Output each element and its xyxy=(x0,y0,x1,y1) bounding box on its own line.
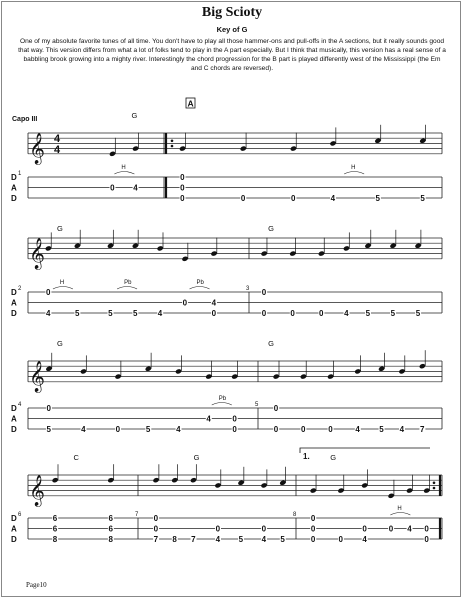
slur-arc xyxy=(344,172,364,175)
chord-symbol: G xyxy=(268,339,274,348)
tab-number: 5 xyxy=(145,425,151,434)
tab-number: 4 xyxy=(362,535,367,544)
repeat-dot xyxy=(171,145,174,148)
tab-string-label: A xyxy=(11,524,17,534)
technique-label: Pb xyxy=(196,280,204,286)
tab-number: 0 xyxy=(182,298,188,308)
technique-label: Pb xyxy=(218,396,227,402)
tab-number: 0 xyxy=(180,173,185,182)
tab-string-label: D xyxy=(11,309,17,318)
tab-number: 8 xyxy=(172,535,177,544)
time-signature-top: 4 xyxy=(54,133,61,145)
capo-label: Capo III xyxy=(12,116,38,123)
tab-number: 7 xyxy=(420,425,425,434)
tab-number: 5 xyxy=(365,309,371,318)
tab-string-label: D xyxy=(11,535,17,544)
tab-number: 5 xyxy=(375,194,380,203)
tab-number: 0 xyxy=(261,288,267,297)
tab-number: 0 xyxy=(388,524,394,534)
tab-number: 4 xyxy=(211,298,217,308)
tab-number: 0 xyxy=(153,524,159,534)
tab-string-label: A xyxy=(11,298,17,308)
technique-label: Pb xyxy=(124,280,132,286)
treble-clef-icon: 𝄞 xyxy=(29,474,45,505)
tab-number: 5 xyxy=(132,309,138,318)
page-number: Page10 xyxy=(26,581,47,589)
tab-number: 0 xyxy=(261,309,267,318)
treble-clef-icon: 𝄞 xyxy=(29,132,45,163)
tab-number: 0 xyxy=(46,288,51,297)
tab-number: 8 xyxy=(108,535,113,544)
slur-arc xyxy=(53,287,73,290)
tab-number: 0 xyxy=(115,425,121,434)
tab-number: 0 xyxy=(290,309,295,318)
tab-number: 4 xyxy=(407,524,412,534)
treble-clef-icon: 𝄞 xyxy=(29,360,45,391)
tab-number: 0 xyxy=(310,514,316,523)
tab-number: 5 xyxy=(390,309,396,318)
tab-number: 4 xyxy=(157,309,163,318)
system-4 xyxy=(28,464,442,543)
chord-symbol: G xyxy=(56,339,63,348)
song-key: Key of G xyxy=(216,25,248,34)
tab-number: 8 xyxy=(52,535,58,544)
tab-number: 0 xyxy=(328,425,333,434)
tab-number: 4 xyxy=(133,183,138,193)
system-2 xyxy=(28,230,442,317)
section-label: A xyxy=(187,98,194,109)
measure-number: 1 xyxy=(18,171,22,177)
tab-number: 4 xyxy=(176,425,181,434)
tab-string-label: D xyxy=(11,194,17,203)
tab-number: 0 xyxy=(273,425,279,434)
tab-number: 5 xyxy=(75,309,80,318)
measure-number: 8 xyxy=(293,512,297,518)
intro-paragraph: One of my absolute favorite tunes of all time. You don't have to play all those hammer-ons and pull-offs in the A sections, but it really sounds good that way. This version differs from what a lot of folks tend to play in the A part especially. But I think that musically, this version has a real sense of a babbling brook growing into a mighty river. Interestingly the chord progression for the B part is played differently west of the Mississippi (the Em and C chords are reversed). xyxy=(18,38,446,72)
tab-number: 4 xyxy=(81,425,86,434)
tab-string-label: D xyxy=(11,425,17,434)
tab-number: 0 xyxy=(338,535,344,544)
tab-number: 0 xyxy=(362,524,367,534)
tab-string-label: D xyxy=(11,173,17,182)
system-1 xyxy=(28,125,442,202)
tab-number: 4 xyxy=(215,535,221,544)
tab-number: 5 xyxy=(280,535,285,544)
tab-number: 4 xyxy=(399,425,405,434)
technique-label: H xyxy=(59,280,65,286)
song-title: Big Scioty xyxy=(201,5,263,20)
tab-number: 0 xyxy=(180,194,185,203)
tab-number: 0 xyxy=(261,524,267,534)
measure-number: 7 xyxy=(135,512,139,518)
tab-number: 5 xyxy=(46,425,52,434)
tab-string-label: A xyxy=(11,183,17,193)
tab-number: 0 xyxy=(232,425,237,434)
tab-number: 4 xyxy=(206,414,211,424)
measure-number: 6 xyxy=(18,512,22,518)
technique-label: H xyxy=(397,506,402,512)
tab-number: 0 xyxy=(232,414,237,424)
measure-number: 4 xyxy=(18,402,22,408)
tab-number: 4 xyxy=(46,309,51,318)
chord-symbol: C xyxy=(73,453,79,462)
tab-number: 4 xyxy=(355,425,360,434)
chord-symbol: G xyxy=(193,453,200,462)
tab-number: 0 xyxy=(424,524,429,534)
tab-number: 5 xyxy=(420,194,425,203)
tab-number: 0 xyxy=(291,194,296,203)
tab-number: 6 xyxy=(52,514,58,523)
tab-string-label: A xyxy=(11,414,17,424)
tab-string-label: D xyxy=(11,404,17,413)
repeat-dot xyxy=(433,487,436,490)
tab-number: 7 xyxy=(153,535,159,544)
repeat-dot xyxy=(433,482,436,485)
tab-number: 0 xyxy=(273,404,279,413)
tab-number: 0 xyxy=(424,535,429,544)
slur-arc xyxy=(190,287,210,290)
time-signature-bottom: 4 xyxy=(54,144,61,156)
treble-clef-icon: 𝄞 xyxy=(29,237,45,268)
tab-number: 0 xyxy=(301,425,306,434)
tab-number: 0 xyxy=(110,183,115,193)
tab-string-label: D xyxy=(11,514,17,523)
tab-number: 5 xyxy=(238,535,244,544)
tab-number: 0 xyxy=(319,309,324,318)
tab-number: 7 xyxy=(191,535,196,544)
slur-arc xyxy=(117,287,137,290)
tab-number: 0 xyxy=(153,514,159,523)
tab-number: 5 xyxy=(108,309,113,318)
tab-number: 4 xyxy=(330,194,336,203)
slur-arc xyxy=(390,513,410,516)
chord-symbol: G xyxy=(56,224,63,233)
tab-number: 0 xyxy=(180,183,185,193)
tab-number: 6 xyxy=(108,524,113,534)
tab-number: 0 xyxy=(215,524,221,534)
repeat-dot xyxy=(171,140,174,143)
tab-number: 0 xyxy=(310,524,316,534)
chord-symbol: G xyxy=(131,111,138,120)
slur-arc xyxy=(212,403,232,406)
chord-symbol: G xyxy=(268,224,274,233)
slur-arc xyxy=(114,172,134,175)
measure-number: 5 xyxy=(255,402,259,408)
tab-string-label: D xyxy=(11,288,17,297)
ending-bracket xyxy=(300,448,430,453)
technique-label: H xyxy=(121,165,126,171)
tab-number: 6 xyxy=(108,514,113,523)
tab-number: 6 xyxy=(52,524,58,534)
tab-number: 0 xyxy=(211,309,217,318)
tab-number: 4 xyxy=(261,535,267,544)
tab-number: 4 xyxy=(344,309,349,318)
tab-number: 5 xyxy=(415,309,421,318)
ending-label: 1. xyxy=(303,452,310,461)
tab-number: 5 xyxy=(379,425,384,434)
chord-symbol: G xyxy=(330,453,337,462)
measure-number: 3 xyxy=(246,286,250,292)
technique-label: H xyxy=(351,165,356,171)
tab-number: 0 xyxy=(46,404,52,413)
tab-number: 0 xyxy=(240,194,246,203)
tab-number: 0 xyxy=(310,535,316,544)
measure-number: 2 xyxy=(18,286,22,292)
